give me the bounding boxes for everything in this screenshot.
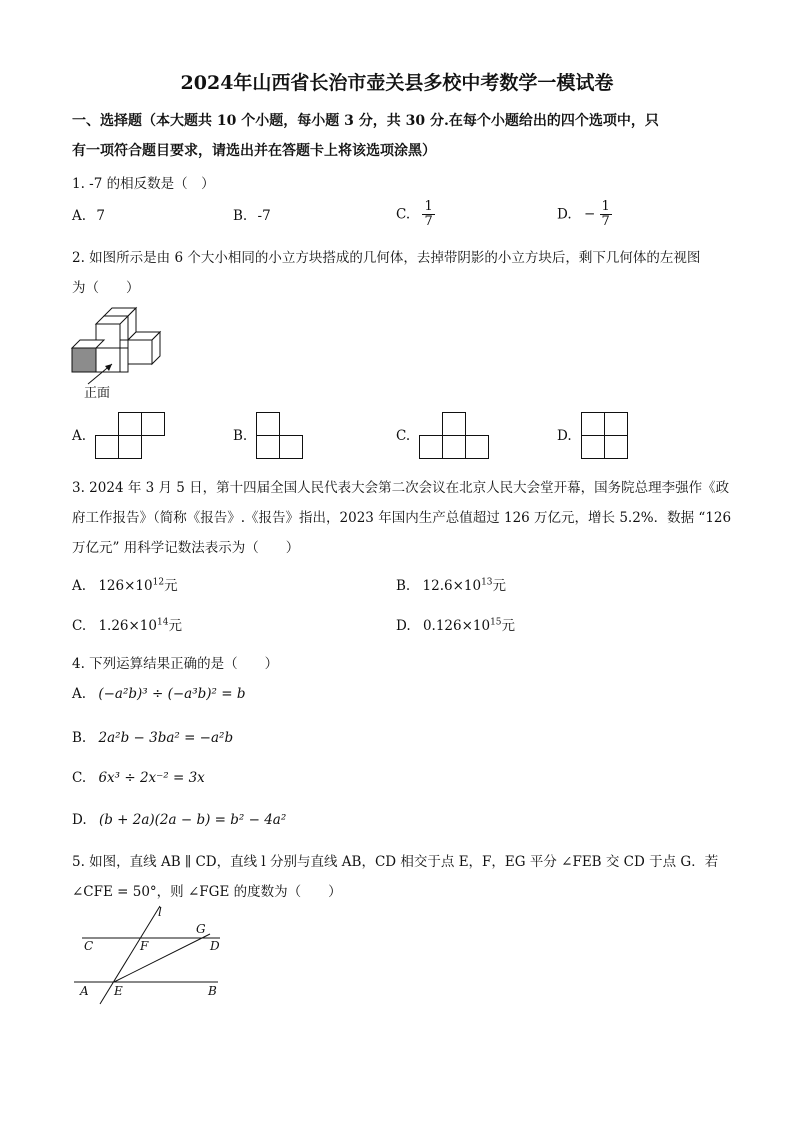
q2-option-d-label: D.: [557, 428, 572, 444]
q2-option-b-label: B.: [233, 428, 248, 444]
label-l: l: [158, 905, 162, 919]
q4-option-a: [72, 686, 246, 702]
option-label: D.: [557, 206, 572, 223]
option-text: 7: [96, 208, 105, 224]
option-base: 0.126×10: [422, 618, 491, 634]
q3-option-a: [72, 574, 178, 594]
q3-option-b: [396, 574, 506, 594]
fraction: [600, 200, 612, 230]
q2-option-a-figure: [95, 411, 167, 459]
option-label: D.: [396, 618, 411, 634]
q1-option-b: [233, 208, 271, 224]
q2-option-b-figure: [256, 411, 306, 459]
q3-stem-line2: 府工作报告》（简称《报告》.《报告》指出，2023 年国内生产总值超过 126 万亿元，增长 5.2%．数据 “126: [72, 510, 732, 526]
option-label: C.: [396, 206, 411, 223]
option-exponent: 15: [490, 617, 502, 628]
option-unit: 元: [501, 618, 516, 634]
option-label: C.: [72, 770, 87, 786]
section-header-line2: 有一项符合题目要求，请选出并在答题卡上将该选项涂黑）: [72, 143, 436, 159]
line-l: [100, 906, 160, 1004]
q2-option-a-label: A.: [72, 428, 87, 444]
label-F: F: [140, 939, 149, 953]
q4-stem: 4. 下列运算结果正确的是（ ）: [72, 656, 279, 672]
fraction: [422, 200, 434, 230]
fraction-numerator: 1: [601, 199, 610, 214]
option-label: C.: [72, 618, 87, 634]
q5-stem-line1: 5. 如图，直线 AB ∥ CD，直线 l 分别与直线 AB，CD 相交于点 E，F，EG 平分 ∠FEB 交 CD 于点 G．若: [72, 854, 719, 870]
minus-sign: −: [583, 206, 596, 223]
option-expression: (b + 2a)(2a − b) = b² − 4a²: [98, 812, 287, 828]
label-A: A: [80, 984, 89, 998]
q5-geometry-figure: [70, 900, 230, 1010]
label-C: C: [84, 939, 94, 953]
option-label: A.: [72, 208, 87, 224]
option-exponent: 14: [157, 617, 169, 628]
q2-option-c-figure: [419, 411, 491, 459]
fraction-numerator: 1: [424, 199, 433, 214]
q1-stem: 1. -7 的相反数是（ ）: [72, 176, 215, 192]
option-label: B.: [233, 208, 248, 224]
q2-option-c-label: C.: [396, 428, 411, 444]
option-text: -7: [257, 208, 271, 224]
q3-stem-line1: 3. 2024 年 3 月 5 日，第十四届全国人民代表大会第二次会议在北京人民大会堂开幕，国务院总理李强作《政: [72, 480, 730, 496]
label-D: D: [210, 939, 220, 953]
q4-option-b: [72, 730, 233, 746]
q4-option-d: [72, 812, 286, 828]
option-label: B.: [396, 578, 411, 594]
option-base: 1.26×10: [98, 618, 157, 634]
option-expression: (−a²b)³ ÷ (−a³b)² = b: [98, 686, 246, 702]
option-label: B.: [72, 730, 87, 746]
q3-option-c: [72, 614, 182, 634]
option-expression: 6x³ ÷ 2x⁻² = 3x: [98, 770, 205, 786]
label-E: E: [114, 984, 123, 998]
option-unit: 元: [168, 618, 182, 634]
label-G: G: [196, 922, 206, 936]
option-exponent: 13: [481, 577, 493, 588]
page-title: 2024年山西省长治市壶关县多校中考数学一模试卷: [180, 72, 614, 94]
option-label: D.: [72, 812, 87, 828]
label-B: B: [208, 984, 217, 998]
q1-option-c: [396, 200, 435, 230]
q3-option-d: [396, 614, 515, 634]
option-label: A.: [72, 578, 87, 594]
q2-front-label: 正面: [84, 386, 111, 401]
option-exponent: 12: [152, 577, 165, 588]
option-base: 12.6×10: [422, 578, 482, 594]
q2-stem-line2: 为（ ）: [72, 280, 140, 296]
option-label: A.: [72, 686, 87, 702]
q4-option-c: [72, 770, 205, 786]
q1-option-d: [557, 200, 612, 230]
section-header-line1: 一、选择题（本大题共 10 个小题，每小题 3 分，共 30 分.在每个小题给出的四个选项中，只: [72, 113, 659, 129]
option-expression: 2a²b − 3ba² = −a²b: [98, 730, 234, 746]
q1-option-a: [72, 208, 105, 224]
q2-option-d-figure: [581, 411, 631, 459]
fraction-denominator: 7: [601, 214, 610, 230]
option-unit: 元: [492, 578, 507, 594]
q2-stem-line1: 2. 如图所示是由 6 个大小相同的小立方块搭成的几何体，去掉带阴影的小立方块后，剩下几何体的左视图: [72, 250, 701, 266]
fraction-denominator: 7: [424, 214, 433, 230]
q3-stem-line3: 万亿元” 用科学记数法表示为（ ）: [72, 540, 300, 556]
option-unit: 元: [164, 578, 178, 594]
q5-stem-line2: ∠CFE = 50°，则 ∠FGE 的度数为（ ）: [72, 884, 342, 900]
option-base: 126×10: [98, 578, 153, 594]
